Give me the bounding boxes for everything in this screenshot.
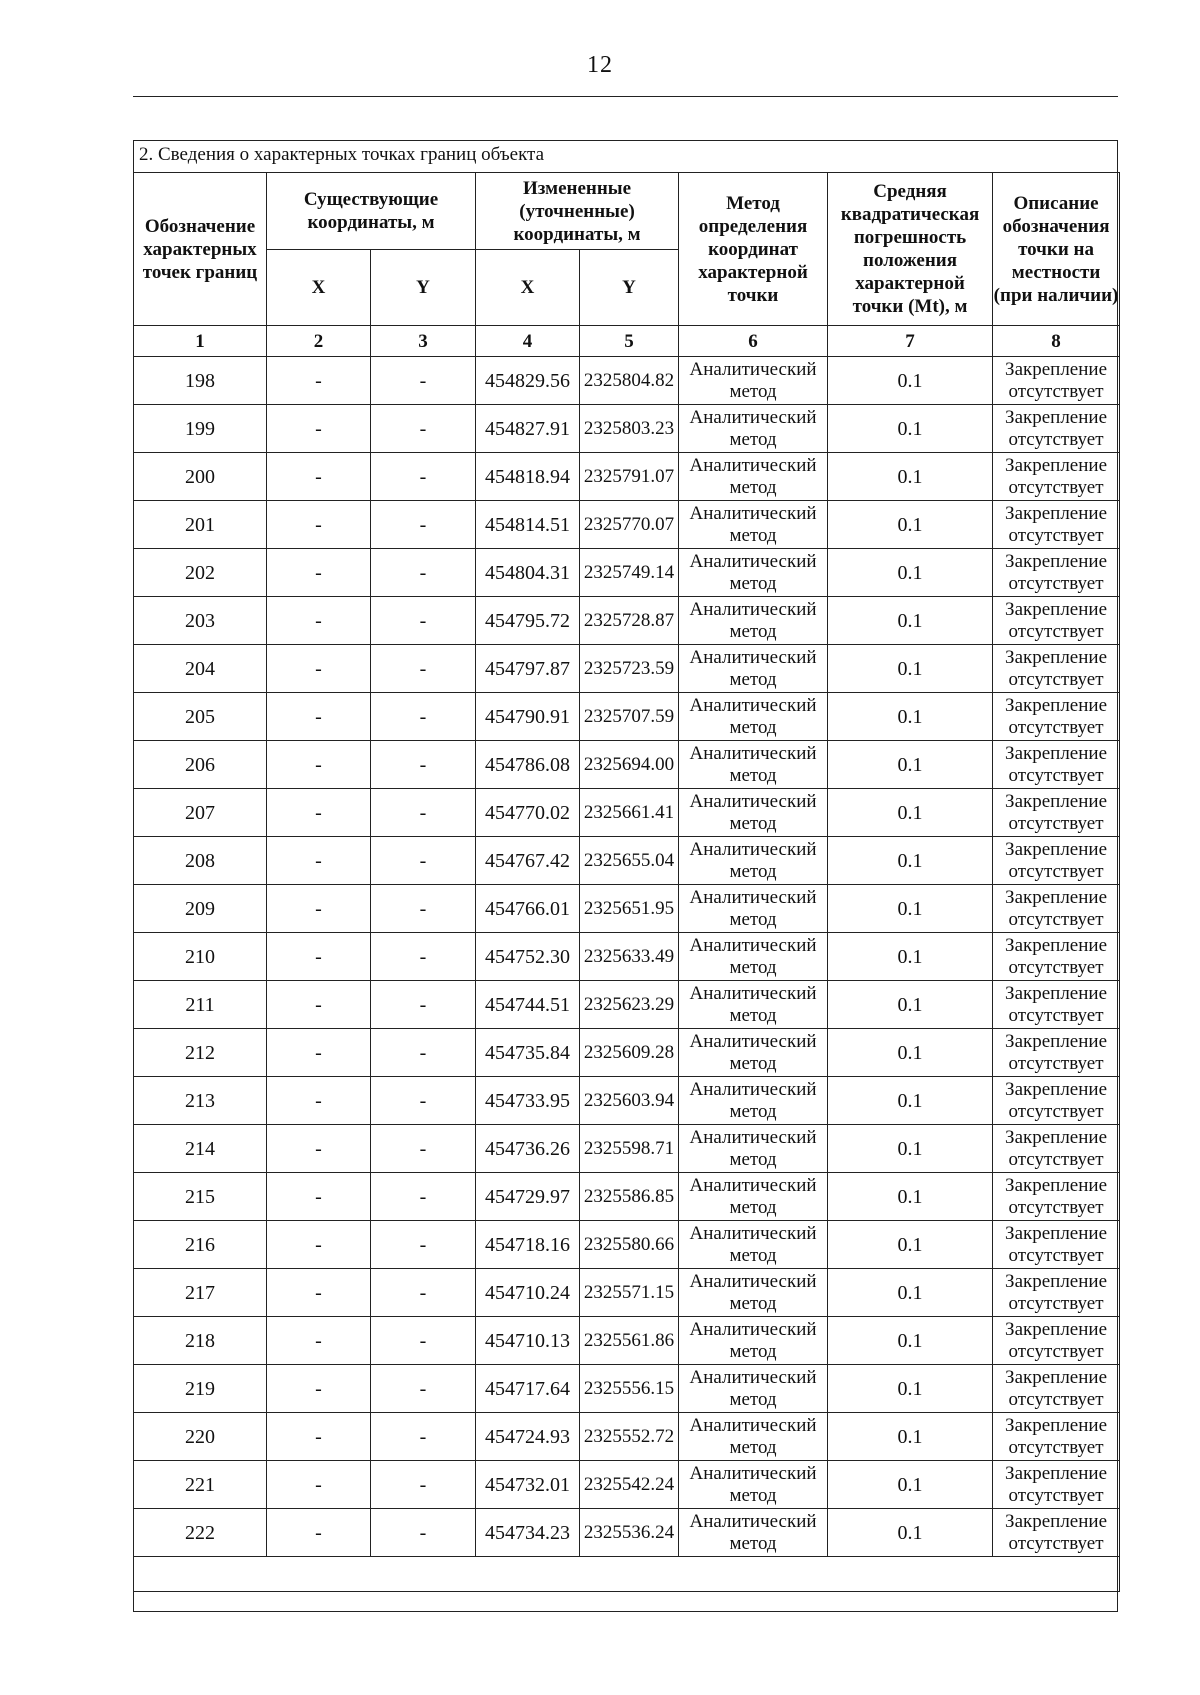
existing-y-cell: -	[371, 357, 476, 405]
description-cell: Закрепление отсутствует	[993, 357, 1120, 405]
changed-x-cell: 454818.94	[476, 453, 580, 501]
table-row	[134, 1029, 1120, 1077]
existing-y-cell: -	[371, 1413, 476, 1461]
table-row	[134, 1077, 1120, 1125]
mean-square-error-cell: 0.1	[828, 501, 993, 549]
existing-y-cell: -	[371, 1365, 476, 1413]
changed-y-cell: 2325694.00	[580, 741, 679, 789]
header-existing-x: X	[267, 250, 371, 326]
column-number: 7	[828, 326, 993, 357]
description-cell: Закрепление отсутствует	[993, 885, 1120, 933]
changed-x-cell: 454718.16	[476, 1221, 580, 1269]
changed-y-cell: 2325749.14	[580, 549, 679, 597]
existing-y-cell: -	[371, 1221, 476, 1269]
changed-x-cell: 454829.56	[476, 357, 580, 405]
table-row	[134, 357, 1120, 405]
description-cell: Закрепление отсутствует	[993, 1365, 1120, 1413]
point-number-cell: 200	[134, 453, 267, 501]
mean-square-error-cell: 0.1	[828, 1461, 993, 1509]
point-number-cell: 208	[134, 837, 267, 885]
point-number-cell: 202	[134, 549, 267, 597]
existing-x-cell: -	[267, 693, 371, 741]
changed-y-cell: 2325804.82	[580, 357, 679, 405]
changed-x-cell: 454717.64	[476, 1365, 580, 1413]
mean-square-error-cell: 0.1	[828, 1077, 993, 1125]
changed-y-cell: 2325770.07	[580, 501, 679, 549]
description-cell: Закрепление отсутствует	[993, 1173, 1120, 1221]
changed-x-cell: 454710.13	[476, 1317, 580, 1365]
existing-y-cell: -	[371, 789, 476, 837]
point-number-cell: 222	[134, 1509, 267, 1557]
point-number-cell: 217	[134, 1269, 267, 1317]
point-number-cell: 220	[134, 1413, 267, 1461]
method-cell: Аналитический метод	[679, 693, 828, 741]
existing-x-cell: -	[267, 741, 371, 789]
header-existing-coordinates: Существующие координаты, м	[267, 173, 476, 250]
existing-x-cell: -	[267, 933, 371, 981]
existing-y-cell: -	[371, 1269, 476, 1317]
existing-y-cell: -	[371, 1029, 476, 1077]
mean-square-error-cell: 0.1	[828, 1173, 993, 1221]
method-cell: Аналитический метод	[679, 1317, 828, 1365]
table-row	[134, 597, 1120, 645]
changed-y-cell: 2325707.59	[580, 693, 679, 741]
existing-x-cell: -	[267, 1317, 371, 1365]
method-cell: Аналитический метод	[679, 549, 828, 597]
boundary-points-table	[133, 172, 1120, 1592]
column-number: 3	[371, 326, 476, 357]
column-number: 4	[476, 326, 580, 357]
changed-y-cell: 2325803.23	[580, 405, 679, 453]
changed-y-cell: 2325536.24	[580, 1509, 679, 1557]
changed-y-cell: 2325552.72	[580, 1413, 679, 1461]
empty-footer-cell	[134, 1557, 1120, 1592]
existing-x-cell: -	[267, 597, 371, 645]
table-row	[134, 837, 1120, 885]
changed-y-cell: 2325603.94	[580, 1077, 679, 1125]
description-cell: Закрепление отсутствует	[993, 1221, 1120, 1269]
table-row	[134, 1509, 1120, 1557]
table-row	[134, 1173, 1120, 1221]
existing-y-cell: -	[371, 1125, 476, 1173]
mean-square-error-cell: 0.1	[828, 1029, 993, 1077]
description-cell: Закрепление отсутствует	[993, 933, 1120, 981]
mean-square-error-cell: 0.1	[828, 1269, 993, 1317]
point-number-cell: 213	[134, 1077, 267, 1125]
mean-square-error-cell: 0.1	[828, 1125, 993, 1173]
description-cell: Закрепление отсутствует	[993, 1125, 1120, 1173]
mean-square-error-cell: 0.1	[828, 1509, 993, 1557]
method-cell: Аналитический метод	[679, 1461, 828, 1509]
method-cell: Аналитический метод	[679, 597, 828, 645]
table-row	[134, 1413, 1120, 1461]
point-number-cell: 216	[134, 1221, 267, 1269]
mean-square-error-cell: 0.1	[828, 1365, 993, 1413]
changed-y-cell: 2325655.04	[580, 837, 679, 885]
mean-square-error-cell: 0.1	[828, 693, 993, 741]
description-cell: Закрепление отсутствует	[993, 1413, 1120, 1461]
method-cell: Аналитический метод	[679, 1173, 828, 1221]
description-cell: Закрепление отсутствует	[993, 1269, 1120, 1317]
description-cell: Закрепление отсутствует	[993, 645, 1120, 693]
changed-y-cell: 2325580.66	[580, 1221, 679, 1269]
point-number-cell: 205	[134, 693, 267, 741]
changed-x-cell: 454735.84	[476, 1029, 580, 1077]
changed-x-cell: 454790.91	[476, 693, 580, 741]
table-row	[134, 885, 1120, 933]
description-cell: Закрепление отсутствует	[993, 789, 1120, 837]
existing-x-cell: -	[267, 645, 371, 693]
header-mean-square-error: Средняя квадратическая погрешность положения характерной точки (Mt), м	[828, 173, 993, 326]
table-row	[134, 933, 1120, 981]
method-cell: Аналитический метод	[679, 405, 828, 453]
point-number-cell: 201	[134, 501, 267, 549]
method-cell: Аналитический метод	[679, 357, 828, 405]
method-cell: Аналитический метод	[679, 1125, 828, 1173]
changed-x-cell: 454797.87	[476, 645, 580, 693]
description-cell: Закрепление отсутствует	[993, 597, 1120, 645]
existing-x-cell: -	[267, 357, 371, 405]
description-cell: Закрепление отсутствует	[993, 1461, 1120, 1509]
point-number-cell: 207	[134, 789, 267, 837]
changed-x-cell: 454770.02	[476, 789, 580, 837]
method-cell: Аналитический метод	[679, 1077, 828, 1125]
changed-x-cell: 454786.08	[476, 741, 580, 789]
point-number-cell: 218	[134, 1317, 267, 1365]
existing-y-cell: -	[371, 597, 476, 645]
point-number-cell: 206	[134, 741, 267, 789]
table-row	[134, 789, 1120, 837]
method-cell: Аналитический метод	[679, 933, 828, 981]
description-cell: Закрепление отсутствует	[993, 1029, 1120, 1077]
table-row	[134, 453, 1120, 501]
changed-x-cell: 454767.42	[476, 837, 580, 885]
table-row	[134, 645, 1120, 693]
header-point-designation: Обозначение характерных точек границ	[134, 173, 267, 326]
table-row	[134, 501, 1120, 549]
method-cell: Аналитический метод	[679, 1413, 828, 1461]
description-cell: Закрепление отсутствует	[993, 501, 1120, 549]
changed-y-cell: 2325542.24	[580, 1461, 679, 1509]
header-method: Метод определения координат характерной точки	[679, 173, 828, 326]
description-cell: Закрепление отсутствует	[993, 549, 1120, 597]
method-cell: Аналитический метод	[679, 885, 828, 933]
table-row	[134, 1365, 1120, 1413]
table-row	[134, 1317, 1120, 1365]
mean-square-error-cell: 0.1	[828, 453, 993, 501]
point-number-cell: 199	[134, 405, 267, 453]
existing-y-cell: -	[371, 837, 476, 885]
mean-square-error-cell: 0.1	[828, 597, 993, 645]
method-cell: Аналитический метод	[679, 1365, 828, 1413]
existing-y-cell: -	[371, 1461, 476, 1509]
existing-x-cell: -	[267, 1269, 371, 1317]
mean-square-error-cell: 0.1	[828, 405, 993, 453]
method-cell: Аналитический метод	[679, 645, 828, 693]
table-row	[134, 1125, 1120, 1173]
method-cell: Аналитический метод	[679, 789, 828, 837]
column-number: 1	[134, 326, 267, 357]
changed-y-cell: 2325571.15	[580, 1269, 679, 1317]
header-existing-y: Y	[371, 250, 476, 326]
table-row	[134, 1221, 1120, 1269]
method-cell: Аналитический метод	[679, 837, 828, 885]
existing-x-cell: -	[267, 1509, 371, 1557]
point-number-cell: 209	[134, 885, 267, 933]
mean-square-error-cell: 0.1	[828, 933, 993, 981]
page-number: 12	[587, 52, 613, 78]
point-number-cell: 198	[134, 357, 267, 405]
existing-x-cell: -	[267, 885, 371, 933]
method-cell: Аналитический метод	[679, 741, 828, 789]
changed-y-cell: 2325561.86	[580, 1317, 679, 1365]
column-number: 6	[679, 326, 828, 357]
changed-x-cell: 454795.72	[476, 597, 580, 645]
existing-y-cell: -	[371, 549, 476, 597]
existing-y-cell: -	[371, 885, 476, 933]
header-changed-y: Y	[580, 250, 679, 326]
table-row	[134, 549, 1120, 597]
description-cell: Закрепление отсутствует	[993, 741, 1120, 789]
existing-x-cell: -	[267, 1461, 371, 1509]
mean-square-error-cell: 0.1	[828, 549, 993, 597]
changed-x-cell: 454804.31	[476, 549, 580, 597]
changed-x-cell: 454732.01	[476, 1461, 580, 1509]
mean-square-error-cell: 0.1	[828, 981, 993, 1029]
existing-x-cell: -	[267, 501, 371, 549]
changed-x-cell: 454827.91	[476, 405, 580, 453]
changed-x-cell: 454724.93	[476, 1413, 580, 1461]
header-rule	[133, 96, 1118, 97]
changed-x-cell: 454744.51	[476, 981, 580, 1029]
existing-x-cell: -	[267, 1077, 371, 1125]
existing-y-cell: -	[371, 1173, 476, 1221]
point-number-cell: 215	[134, 1173, 267, 1221]
changed-x-cell: 454733.95	[476, 1077, 580, 1125]
header-changed-coordinates: Измененные (уточненные) координаты, м	[476, 173, 679, 250]
changed-x-cell: 454814.51	[476, 501, 580, 549]
existing-y-cell: -	[371, 501, 476, 549]
column-number-row	[134, 326, 1120, 357]
changed-y-cell: 2325661.41	[580, 789, 679, 837]
existing-x-cell: -	[267, 1173, 371, 1221]
existing-x-cell: -	[267, 1365, 371, 1413]
description-cell: Закрепление отсутствует	[993, 693, 1120, 741]
point-number-cell: 210	[134, 933, 267, 981]
mean-square-error-cell: 0.1	[828, 789, 993, 837]
point-number-cell: 212	[134, 1029, 267, 1077]
description-cell: Закрепление отсутствует	[993, 837, 1120, 885]
point-number-cell: 214	[134, 1125, 267, 1173]
mean-square-error-cell: 0.1	[828, 1413, 993, 1461]
changed-y-cell: 2325586.85	[580, 1173, 679, 1221]
existing-y-cell: -	[371, 1077, 476, 1125]
existing-x-cell: -	[267, 1029, 371, 1077]
method-cell: Аналитический метод	[679, 981, 828, 1029]
column-number: 8	[993, 326, 1120, 357]
method-cell: Аналитический метод	[679, 453, 828, 501]
header-changed-x: X	[476, 250, 580, 326]
changed-y-cell: 2325623.29	[580, 981, 679, 1029]
table-row	[134, 1461, 1120, 1509]
existing-y-cell: -	[371, 1509, 476, 1557]
mean-square-error-cell: 0.1	[828, 645, 993, 693]
existing-y-cell: -	[371, 453, 476, 501]
existing-y-cell: -	[371, 693, 476, 741]
point-number-cell: 204	[134, 645, 267, 693]
existing-x-cell: -	[267, 1125, 371, 1173]
section-title: 2. Сведения о характерных точках границ объекта	[139, 144, 545, 165]
changed-y-cell: 2325609.28	[580, 1029, 679, 1077]
mean-square-error-cell: 0.1	[828, 741, 993, 789]
table-row	[134, 981, 1120, 1029]
table-row	[134, 405, 1120, 453]
changed-x-cell: 454736.26	[476, 1125, 580, 1173]
method-cell: Аналитический метод	[679, 501, 828, 549]
existing-y-cell: -	[371, 1317, 476, 1365]
table-row	[134, 741, 1120, 789]
changed-y-cell: 2325556.15	[580, 1365, 679, 1413]
method-cell: Аналитический метод	[679, 1221, 828, 1269]
description-cell: Закрепление отсутствует	[993, 1317, 1120, 1365]
changed-x-cell: 454729.97	[476, 1173, 580, 1221]
existing-y-cell: -	[371, 933, 476, 981]
description-cell: Закрепление отсутствует	[993, 405, 1120, 453]
description-cell: Закрепление отсутствует	[993, 1077, 1120, 1125]
column-number: 5	[580, 326, 679, 357]
changed-y-cell: 2325728.87	[580, 597, 679, 645]
existing-x-cell: -	[267, 405, 371, 453]
description-cell: Закрепление отсутствует	[993, 1509, 1120, 1557]
existing-x-cell: -	[267, 1221, 371, 1269]
method-cell: Аналитический метод	[679, 1029, 828, 1077]
mean-square-error-cell: 0.1	[828, 885, 993, 933]
mean-square-error-cell: 0.1	[828, 1221, 993, 1269]
existing-y-cell: -	[371, 981, 476, 1029]
description-cell: Закрепление отсутствует	[993, 453, 1120, 501]
table-row	[134, 693, 1120, 741]
method-cell: Аналитический метод	[679, 1509, 828, 1557]
changed-y-cell: 2325651.95	[580, 885, 679, 933]
existing-y-cell: -	[371, 741, 476, 789]
mean-square-error-cell: 0.1	[828, 357, 993, 405]
table-row	[134, 1269, 1120, 1317]
changed-x-cell: 454710.24	[476, 1269, 580, 1317]
changed-y-cell: 2325598.71	[580, 1125, 679, 1173]
changed-y-cell: 2325791.07	[580, 453, 679, 501]
mean-square-error-cell: 0.1	[828, 1317, 993, 1365]
existing-x-cell: -	[267, 549, 371, 597]
changed-x-cell: 454752.30	[476, 933, 580, 981]
existing-x-cell: -	[267, 1413, 371, 1461]
existing-x-cell: -	[267, 789, 371, 837]
method-cell: Аналитический метод	[679, 1269, 828, 1317]
existing-y-cell: -	[371, 645, 476, 693]
point-number-cell: 211	[134, 981, 267, 1029]
header-description: Описание обозначения точки на местности (при наличии)	[993, 173, 1120, 326]
empty-footer-row	[134, 1557, 1120, 1592]
mean-square-error-cell: 0.1	[828, 837, 993, 885]
point-number-cell: 219	[134, 1365, 267, 1413]
changed-x-cell: 454766.01	[476, 885, 580, 933]
column-number: 2	[267, 326, 371, 357]
description-cell: Закрепление отсутствует	[993, 981, 1120, 1029]
point-number-cell: 203	[134, 597, 267, 645]
point-number-cell: 221	[134, 1461, 267, 1509]
changed-y-cell: 2325723.59	[580, 645, 679, 693]
existing-x-cell: -	[267, 837, 371, 885]
existing-y-cell: -	[371, 405, 476, 453]
changed-x-cell: 454734.23	[476, 1509, 580, 1557]
existing-x-cell: -	[267, 453, 371, 501]
existing-x-cell: -	[267, 981, 371, 1029]
changed-y-cell: 2325633.49	[580, 933, 679, 981]
